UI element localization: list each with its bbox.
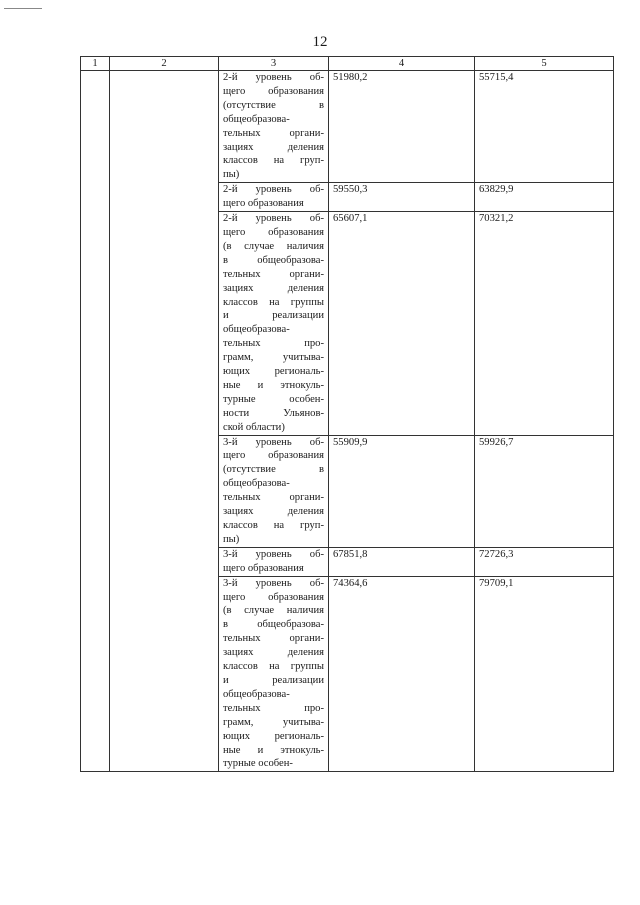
description-line: тельных про- xyxy=(223,338,324,350)
value-col-5: 79709,1 xyxy=(475,576,614,772)
value-col-4: 51980,2 xyxy=(329,71,475,183)
level-description xyxy=(219,212,329,436)
description-line: турные особен- xyxy=(223,758,293,770)
description-line: общеобразова- xyxy=(223,478,290,490)
description-line: и реализации xyxy=(223,674,324,686)
level-description xyxy=(219,71,329,183)
level-description xyxy=(219,183,329,212)
description-line: в общеобразова- xyxy=(223,254,324,266)
value-col-5: 72726,3 xyxy=(475,547,614,576)
value-col-4: 74364,6 xyxy=(329,576,475,772)
description-line: ющих региональ- xyxy=(223,366,324,378)
description-line: ности Ульянов- xyxy=(223,407,324,419)
description-line: (отсутствие в xyxy=(223,99,324,111)
description-line: 2-й уровень об- xyxy=(223,184,324,196)
level-description xyxy=(219,576,329,772)
header-col-5: 5 xyxy=(475,57,614,71)
value-col-5: 70321,2 xyxy=(475,212,614,436)
description-line: щего образования xyxy=(223,226,324,238)
value-col-5: 59926,7 xyxy=(475,435,614,547)
scan-artifact-top xyxy=(4,8,42,9)
header-col-2: 2 xyxy=(110,57,219,71)
description-line: тельных органи- xyxy=(223,268,324,280)
description-line: тельных про- xyxy=(223,702,324,714)
table-body xyxy=(81,71,614,772)
description-line: зациях деления xyxy=(223,506,324,518)
description-line: щего образования xyxy=(223,591,324,603)
description-line: классов на груп- xyxy=(223,155,324,167)
value-col-5: 63829,9 xyxy=(475,183,614,212)
table-cell-col-1 xyxy=(81,71,110,772)
page-number: 12 xyxy=(312,34,328,50)
value-col-5: 55715,4 xyxy=(475,71,614,183)
description-line: пы) xyxy=(223,169,240,181)
description-line: и реализации xyxy=(223,310,324,322)
tariff-table xyxy=(80,56,614,772)
description-line: (в случае наличия xyxy=(223,605,324,617)
description-line: ской области) xyxy=(223,421,285,433)
description-line: пы) xyxy=(223,533,240,545)
header-col-1: 1 xyxy=(81,57,110,71)
description-line: 2-й уровень об- xyxy=(223,72,324,83)
level-description xyxy=(219,547,329,576)
description-line: щего образования xyxy=(223,85,324,97)
description-line: ные и этнокуль- xyxy=(223,379,324,391)
header-col-4: 4 xyxy=(329,57,475,71)
description-line: 3-й уровень об- xyxy=(223,577,324,589)
description-line: щего образования xyxy=(223,562,304,574)
description-line: в общеобразова- xyxy=(223,619,324,631)
description-line: общеобразова- xyxy=(223,324,290,336)
description-line: щего образования xyxy=(223,450,324,462)
value-col-4: 65607,1 xyxy=(329,212,475,436)
description-line: 3-й уровень об- xyxy=(223,548,324,560)
value-col-4: 67851,8 xyxy=(329,547,475,576)
description-line: тельных органи- xyxy=(223,633,324,645)
description-line: турные особен- xyxy=(223,393,324,405)
table-cell-col-2 xyxy=(110,71,219,772)
value-col-4: 59550,3 xyxy=(329,183,475,212)
description-line: 2-й уровень об- xyxy=(223,213,324,225)
description-line: грамм, учитыва- xyxy=(223,716,324,728)
description-line: (в случае наличия xyxy=(223,240,324,252)
value-col-4: 55909,9 xyxy=(329,435,475,547)
table-header-row xyxy=(81,57,614,71)
header-col-3: 3 xyxy=(219,57,329,71)
description-line: тельных органи- xyxy=(223,492,324,504)
description-line: грамм, учитыва- xyxy=(223,352,324,364)
description-line: общеобразова- xyxy=(223,688,290,700)
description-line: 3-й уровень об- xyxy=(223,436,324,448)
description-line: классов на группы xyxy=(223,661,324,673)
description-line: зациях деления xyxy=(223,282,324,294)
description-line: ющих региональ- xyxy=(223,730,324,742)
description-line: ные и этнокуль- xyxy=(223,744,324,756)
level-description xyxy=(219,435,329,547)
description-line: тельных органи- xyxy=(223,127,324,139)
description-line: (отсутствие в xyxy=(223,464,324,476)
description-line: щего образования xyxy=(223,198,304,210)
description-line: зациях деления xyxy=(223,141,324,153)
table-row xyxy=(81,71,614,183)
description-line: классов на груп- xyxy=(223,520,324,531)
description-line: классов на группы xyxy=(223,296,324,308)
description-line: общеобразова- xyxy=(223,113,290,125)
description-line: зациях деления xyxy=(223,647,324,659)
